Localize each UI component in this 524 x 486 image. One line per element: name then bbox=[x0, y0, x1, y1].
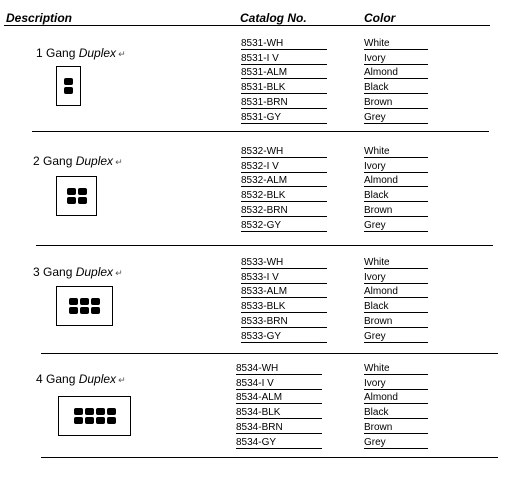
color-name: Almond bbox=[364, 175, 398, 187]
color-name: Black bbox=[364, 190, 389, 202]
color-underline bbox=[364, 231, 428, 232]
gang-count-label: 2 Gang bbox=[33, 154, 76, 168]
outlet-icon bbox=[67, 197, 76, 204]
outlet-icon bbox=[67, 188, 76, 195]
group-separator bbox=[41, 353, 498, 354]
color-underline bbox=[364, 108, 428, 109]
color-name: Ivory bbox=[364, 52, 386, 64]
paragraph-mark: ↵ bbox=[118, 49, 126, 59]
catalog-number: 8531-GY bbox=[241, 111, 282, 123]
duplex-receptacle-icon bbox=[107, 408, 116, 424]
color-underline bbox=[364, 448, 428, 449]
catalog-number: 8534-GY bbox=[236, 436, 277, 448]
catalog-underline bbox=[236, 433, 322, 434]
wall-plate-icon bbox=[56, 286, 113, 326]
duplex-receptacle-icon bbox=[64, 78, 73, 94]
catalog-number: 8531-WH bbox=[241, 38, 284, 49]
color-name: Almond bbox=[364, 392, 398, 404]
color-name: Black bbox=[364, 407, 389, 419]
outlet-icon bbox=[69, 307, 78, 314]
catalog-number: 8532-BRN bbox=[241, 204, 288, 216]
catalog-number: 8533-BLK bbox=[241, 301, 286, 313]
duplex-label: Duplex bbox=[75, 154, 114, 168]
color-name: Grey bbox=[364, 436, 386, 448]
catalog-number: 8531-BLK bbox=[241, 82, 286, 94]
duplex-receptacle-icon bbox=[67, 188, 76, 204]
catalog-underline bbox=[236, 374, 322, 375]
duplex-label: Duplex bbox=[78, 46, 117, 60]
catalog-underline bbox=[241, 78, 327, 79]
catalog-underline bbox=[241, 231, 327, 232]
color-name: Black bbox=[364, 301, 389, 313]
group-separator bbox=[32, 131, 489, 132]
catalog-number: 8534-BRN bbox=[236, 421, 283, 433]
catalog-underline bbox=[241, 312, 327, 313]
catalog-underline bbox=[241, 157, 327, 158]
color-underline bbox=[364, 327, 428, 328]
duplex-receptacle-icon bbox=[85, 408, 94, 424]
color-name: White bbox=[364, 257, 390, 268]
catalog-number: 8532-GY bbox=[241, 219, 282, 231]
color-underline bbox=[364, 403, 428, 404]
color-name: White bbox=[364, 38, 390, 49]
outlet-icon bbox=[91, 298, 100, 305]
color-header: Color bbox=[364, 11, 396, 25]
paragraph-mark: ↵ bbox=[115, 157, 123, 167]
catalog-underline bbox=[241, 342, 327, 343]
outlet-icon bbox=[78, 188, 87, 195]
header-rule bbox=[4, 25, 490, 26]
color-name: White bbox=[364, 363, 390, 374]
outlet-icon bbox=[107, 417, 116, 424]
catalog-underline bbox=[241, 216, 327, 217]
wall-plate-icon bbox=[56, 66, 81, 106]
color-underline bbox=[364, 312, 428, 313]
outlet-icon bbox=[96, 408, 105, 415]
catalog-number: 8533-I V bbox=[241, 271, 279, 283]
color-underline bbox=[364, 78, 428, 79]
color-name: Almond bbox=[364, 67, 398, 79]
gang-title bbox=[36, 372, 126, 386]
duplex-label: Duplex bbox=[78, 372, 117, 386]
color-underline bbox=[364, 93, 428, 94]
color-name: Grey bbox=[364, 330, 386, 342]
catalog-underline bbox=[241, 64, 327, 65]
catalog-number: 8534-BLK bbox=[236, 407, 281, 419]
catalog-number: 8532-I V bbox=[241, 160, 279, 172]
color-name: Brown bbox=[364, 421, 393, 433]
color-name: Almond bbox=[364, 286, 398, 298]
gang-title bbox=[33, 265, 123, 279]
catalog-underline bbox=[241, 297, 327, 298]
gang-count-label: 4 Gang bbox=[36, 372, 79, 386]
outlet-icon bbox=[64, 87, 73, 94]
description-header: Description bbox=[6, 11, 73, 25]
catalog-underline bbox=[241, 93, 327, 94]
duplex-receptacle-icon bbox=[78, 188, 87, 204]
paragraph-mark: ↵ bbox=[118, 375, 126, 385]
wall-plate-icon bbox=[58, 396, 131, 436]
color-name: Ivory bbox=[364, 271, 386, 283]
color-underline bbox=[364, 268, 428, 269]
color-underline bbox=[364, 374, 428, 375]
catalog-number: 8533-ALM bbox=[241, 286, 288, 298]
catalog-number: 8531-I V bbox=[241, 52, 279, 64]
catalog-number: 8534-ALM bbox=[236, 392, 283, 404]
color-name: Black bbox=[364, 82, 389, 94]
color-name: Brown bbox=[364, 96, 393, 108]
catalog-number: 8531-BRN bbox=[241, 96, 288, 108]
color-name: Ivory bbox=[364, 377, 386, 389]
outlet-icon bbox=[69, 298, 78, 305]
color-underline bbox=[364, 297, 428, 298]
color-name: Brown bbox=[364, 204, 393, 216]
gang-count-label: 1 Gang bbox=[36, 46, 79, 60]
outlet-icon bbox=[74, 417, 83, 424]
catalog-underline bbox=[236, 403, 322, 404]
catalog-underline bbox=[236, 389, 322, 390]
catalog-number: 8531-ALM bbox=[241, 67, 288, 79]
catalog-number: 8532-WH bbox=[241, 146, 284, 157]
catalog-number: 8533-BRN bbox=[241, 315, 288, 327]
catalog-underline bbox=[241, 283, 327, 284]
outlet-icon bbox=[74, 408, 83, 415]
color-underline bbox=[364, 201, 428, 202]
catalog-underline bbox=[241, 123, 327, 124]
group-separator bbox=[41, 457, 498, 458]
color-underline bbox=[364, 342, 428, 343]
catalog-number: 8532-BLK bbox=[241, 190, 286, 202]
gang-title bbox=[36, 46, 126, 60]
catalog-number: 8533-GY bbox=[241, 330, 282, 342]
duplex-receptacle-icon bbox=[80, 298, 89, 314]
outlet-icon bbox=[85, 408, 94, 415]
catalog-number: 8534-WH bbox=[236, 363, 279, 374]
catalog-underline bbox=[241, 186, 327, 187]
color-underline bbox=[364, 283, 428, 284]
color-name: Grey bbox=[364, 219, 386, 231]
color-underline bbox=[364, 433, 428, 434]
catalog-underline bbox=[236, 448, 322, 449]
color-underline bbox=[364, 186, 428, 187]
catalog-number: 8532-ALM bbox=[241, 175, 288, 187]
color-name: Grey bbox=[364, 111, 386, 123]
outlet-icon bbox=[64, 78, 73, 85]
color-underline bbox=[364, 49, 428, 50]
color-name: Ivory bbox=[364, 160, 386, 172]
catalog-underline bbox=[241, 327, 327, 328]
catalog-underline bbox=[241, 268, 327, 269]
outlet-icon bbox=[78, 197, 87, 204]
wall-plate-icon bbox=[56, 176, 97, 216]
outlet-icon bbox=[80, 307, 89, 314]
outlet-icon bbox=[96, 417, 105, 424]
paragraph-mark: ↵ bbox=[115, 268, 123, 278]
outlet-icon bbox=[80, 298, 89, 305]
gang-count-label: 3 Gang bbox=[33, 265, 76, 279]
duplex-label: Duplex bbox=[75, 265, 114, 279]
catalog-header: Catalog No. bbox=[240, 11, 307, 25]
catalog-underline bbox=[241, 108, 327, 109]
catalog-number: 8534-I V bbox=[236, 377, 274, 389]
catalog-underline bbox=[241, 201, 327, 202]
outlet-icon bbox=[85, 417, 94, 424]
outlet-icon bbox=[107, 408, 116, 415]
group-separator bbox=[36, 245, 493, 246]
color-name: White bbox=[364, 146, 390, 157]
duplex-receptacle-icon bbox=[74, 408, 83, 424]
duplex-receptacle-icon bbox=[69, 298, 78, 314]
catalog-underline bbox=[236, 418, 322, 419]
gang-title bbox=[33, 154, 123, 168]
color-underline bbox=[364, 216, 428, 217]
catalog-number: 8533-WH bbox=[241, 257, 284, 268]
outlet-icon bbox=[91, 307, 100, 314]
color-underline bbox=[364, 389, 428, 390]
duplex-receptacle-icon bbox=[96, 408, 105, 424]
duplex-receptacle-icon bbox=[91, 298, 100, 314]
color-underline bbox=[364, 64, 428, 65]
color-underline bbox=[364, 418, 428, 419]
color-name: Brown bbox=[364, 315, 393, 327]
color-underline bbox=[364, 172, 428, 173]
color-underline bbox=[364, 123, 428, 124]
color-underline bbox=[364, 157, 428, 158]
catalog-underline bbox=[241, 49, 327, 50]
catalog-underline bbox=[241, 172, 327, 173]
